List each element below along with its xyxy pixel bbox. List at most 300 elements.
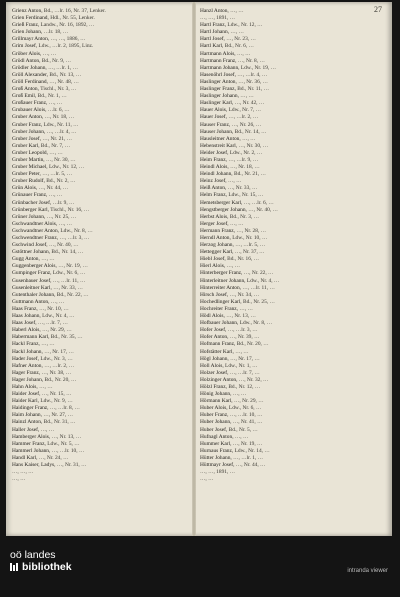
directory-entry	[200, 200, 384, 207]
entry-details: …, Nr. 13, …	[51, 433, 82, 440]
directory-entry	[12, 200, 190, 207]
entry-name: Hurnaus Franz,	[200, 447, 234, 454]
entry-name: Huber Franz,	[200, 412, 229, 419]
directory-entry	[12, 377, 190, 384]
entry-name: Guggenberger Alois,	[12, 263, 57, 270]
entry-name: Hönig Johann,	[200, 391, 232, 398]
directory-entry	[12, 327, 190, 334]
directory-entry	[12, 434, 190, 441]
entry-name: Gröber Alois,	[12, 50, 42, 57]
entry-name: Haas Franz,	[12, 305, 38, 312]
directory-entry	[12, 263, 190, 270]
entry-details: …, Nr. 30, …	[46, 156, 76, 163]
entry-name: Hinterberger Franz,	[200, 270, 243, 277]
entry-name: Grien Johann,	[12, 29, 43, 36]
entry-details: Bd., Nr. 11, …	[237, 86, 269, 93]
entry-details: …, …lr. 4, …	[46, 128, 77, 135]
entry-details: Bd., Nr. 13, …	[49, 71, 82, 78]
entry-name: Hartmann Franz,	[200, 57, 237, 64]
entry-name: Gusenbauer Josef,	[12, 277, 52, 284]
entry-name: Grüner Johann,	[12, 213, 46, 220]
directory-entry	[200, 65, 384, 72]
entry-name: Hörmann Karl,	[200, 398, 233, 405]
directory-entry	[12, 349, 190, 356]
entry-name: Hager Franz,	[12, 369, 41, 376]
directory-entry	[12, 334, 190, 341]
directory-entry	[12, 476, 190, 483]
directory-entry	[12, 419, 190, 426]
entry-details: …, Nr. 15, …	[41, 391, 72, 398]
directory-entry	[12, 270, 190, 277]
entry-name: Hofmann Franz,	[200, 341, 236, 348]
directory-entry	[200, 462, 384, 469]
entry-details: Bd., Nr. 14, …	[51, 249, 84, 256]
right-column	[200, 8, 384, 483]
page-gutter	[192, 2, 196, 536]
entry-details: …, …	[40, 426, 55, 433]
entry-name: Grieß Franz,	[12, 22, 40, 29]
library-logo[interactable]	[10, 550, 72, 573]
library-mark-icon	[10, 563, 19, 571]
directory-entry	[12, 469, 190, 476]
entry-details: …, …lr. 10, …	[229, 412, 263, 419]
directory-entry	[12, 114, 190, 121]
entry-details: …, Nr. 22, …	[243, 270, 274, 277]
entry-details: …, …lr. 8, …	[49, 405, 80, 412]
entry-details: …, …	[41, 256, 55, 263]
entry-details: Bd., Nr. 35, …	[50, 334, 83, 341]
directory-entry	[200, 150, 384, 157]
entry-details: …, …	[235, 348, 249, 355]
entry-details: …, Nr. 33, …	[227, 185, 258, 192]
directory-entry	[12, 363, 190, 370]
entry-details: …, Nr. 13, …	[226, 313, 256, 320]
directory-entry	[12, 405, 190, 412]
entry-details: …, Nr. 17, …	[44, 348, 74, 355]
entry-details: …, …	[48, 100, 63, 107]
entry-details: …, …	[48, 192, 63, 199]
directory-entry	[200, 391, 384, 398]
entry-details: …, Nr. 27, …	[43, 412, 73, 419]
directory-entry	[200, 292, 384, 299]
entry-name: Gröll Ferdinand,	[12, 78, 48, 85]
entry-name: Grubauer Alois,	[12, 107, 47, 114]
entry-name: Gutenthaler Johann,	[12, 291, 56, 298]
entry-details: …, …	[232, 391, 247, 398]
directory-entry	[12, 79, 190, 86]
entry-name: Hartl Josef,	[200, 36, 225, 43]
entry-name: Herzog Johann,	[200, 242, 234, 249]
directory-entry	[200, 469, 384, 476]
entry-details: …, Nr. 17, …	[230, 355, 260, 362]
entry-details: …, Nr. 29, …	[234, 398, 264, 405]
directory-entry	[200, 363, 384, 370]
entry-details: …, Nr. 24, …	[38, 454, 69, 461]
entry-details: Ldw., Nr. 6, …	[52, 270, 86, 277]
entry-details: …, Nr. 21, …	[42, 135, 73, 142]
entry-name: Heindl Alois,	[200, 164, 229, 171]
entry-details: Ldw., …lr. 2, 1895, Linz.	[38, 43, 94, 50]
directory-entry	[200, 171, 384, 178]
entry-details: …, …, 1891, …	[200, 15, 236, 22]
directory-entry	[12, 441, 190, 448]
directory-entry	[12, 228, 190, 235]
entry-details: Ldw., Nr. 14, …	[234, 447, 270, 454]
entry-details: Ldw., Nr. 15, …	[228, 192, 264, 199]
entry-details: Ldw., Nr. 7, …	[228, 107, 262, 114]
entry-name: Gusenleitner Karl,	[12, 284, 52, 291]
entry-name: Gruber Josef,	[12, 135, 42, 142]
entry-name: Heindl Johann,	[200, 171, 233, 178]
directory-entry	[12, 8, 190, 15]
entry-details: Ldw., Nr. 12, …	[227, 22, 263, 29]
entry-name: Hinterreiter Anton,	[200, 284, 242, 291]
entry-name: Grim Josef,	[12, 43, 38, 50]
entry-name: Grödler Johann,	[12, 64, 47, 71]
directory-entry	[200, 427, 384, 434]
entry-name: Großauer Franz,	[12, 100, 48, 107]
entry-name: Högl Johann,	[200, 355, 229, 362]
entry-name: Grienz Anton,	[12, 8, 43, 14]
directory-entry	[12, 249, 190, 256]
directory-entry	[200, 235, 384, 242]
entry-name: Hemetsberger Karl,	[200, 199, 243, 206]
entry-name: Gruber Leopold,	[12, 149, 48, 156]
entry-name: Gschwandtner Alois,	[12, 220, 58, 227]
entry-details: …, Nr. 30, …	[238, 142, 269, 149]
entry-name: Gruber Franz,	[12, 121, 43, 128]
logo-line-2: bibliothek	[22, 561, 72, 573]
entry-details: …, Nr. 25, …	[46, 213, 77, 220]
directory-entry	[200, 93, 384, 100]
entry-details: …, …	[234, 433, 249, 440]
directory-entry	[12, 370, 190, 377]
entry-name: Haider Karl,	[12, 398, 39, 405]
directory-entry	[200, 214, 384, 221]
entry-name: Gruber Michael,	[12, 164, 48, 171]
entry-details: …, …lr. 1, …	[233, 454, 264, 461]
entry-details: …, Nr. 34, …	[229, 291, 260, 298]
entry-details: Bd., Nr. 20, …	[44, 376, 77, 383]
entry-name: Hammer Franz,	[12, 440, 46, 447]
directory-entry	[200, 15, 384, 22]
viewer-footer	[0, 536, 400, 597]
directory-entry	[12, 292, 190, 299]
entry-details: …, …lr. 4, …	[237, 71, 268, 78]
directory-entry	[12, 107, 190, 114]
entry-details: …, Nr. 42, …	[234, 100, 265, 107]
directory-entry	[200, 278, 384, 285]
directory-entry	[12, 356, 190, 363]
entry-details: …, Nr. 40, …	[49, 242, 79, 249]
entry-name: Gruber Martin,	[12, 156, 45, 163]
entry-details: Ldw., Nr. 11, …	[43, 121, 79, 128]
directory-entry	[12, 242, 190, 249]
entry-name: Grien Ferdinand,	[12, 15, 49, 22]
directory-entry	[200, 114, 384, 121]
entry-details: Bd., Nr. 20, …	[236, 341, 269, 348]
entry-name: Haslinger Franz,	[200, 86, 236, 93]
directory-entry	[200, 178, 384, 185]
entry-details: …, Nr. 18, …	[44, 114, 75, 121]
directory-entry	[12, 235, 190, 242]
directory-entry	[200, 221, 384, 228]
directory-entry	[12, 136, 190, 143]
directory-entry	[12, 150, 190, 157]
entry-details: …lr. 6, …	[47, 107, 70, 114]
entry-name: Hofer Josef,	[200, 327, 227, 334]
entry-name: Hartl Franz,	[200, 22, 227, 29]
entry-details: …, …	[230, 220, 244, 227]
entry-details: Ldw., Nr. 2, …	[229, 149, 263, 156]
entry-details: …, Nr. 40, …	[248, 206, 278, 213]
directory-entry	[12, 391, 190, 398]
entry-details: Bd., Nr. 25, …	[242, 298, 275, 305]
entry-details: …, Nr. 44, …	[235, 462, 266, 468]
entry-name: Hausleitner Anton,	[200, 135, 241, 142]
entry-name: Grünauer Franz,	[12, 192, 48, 199]
entry-details: …, …lr. 11, …	[242, 284, 275, 291]
entry-details: …, Nr. 33, …	[53, 284, 83, 291]
entry-name: Hafner Anton,	[12, 362, 43, 369]
directory-entry	[200, 434, 384, 441]
entry-name: Gruber Karl,	[12, 142, 40, 149]
directory-entry	[200, 256, 384, 263]
directory-entry	[12, 164, 190, 171]
entry-name: Gschwandtner Anton,	[12, 227, 60, 234]
directory-entry	[12, 192, 190, 199]
entry-details: Ldw., Nr. 3, …	[40, 355, 73, 362]
entry-name: Hiebl Josef,	[200, 256, 226, 263]
entry-name: Herbst Alois,	[200, 213, 229, 220]
directory-entry	[200, 299, 384, 306]
directory-entry	[12, 58, 190, 65]
directory-entry	[12, 129, 190, 136]
entry-name: Hahn Alois,	[12, 383, 38, 390]
entry-details: Bd., Nr. 31, …	[43, 419, 76, 426]
entry-name: Groß Emil,	[12, 93, 37, 100]
directory-entry	[12, 122, 190, 129]
directory-entry	[200, 129, 384, 136]
entry-name: Hummer Karl,	[200, 440, 232, 447]
entry-name: Gruber Johann,	[12, 128, 46, 135]
directory-entry	[200, 405, 384, 412]
directory-entry	[200, 242, 384, 249]
directory-entry	[200, 398, 384, 405]
directory-entry	[200, 43, 384, 50]
directory-entry	[200, 58, 384, 65]
entry-name: Heim Franz,	[200, 156, 227, 163]
directory-entry	[12, 72, 190, 79]
entry-details: Bd., Nr. 7, …	[40, 142, 71, 149]
entry-details: Ldw., Nr. 4, …	[246, 277, 280, 284]
entry-name: Hartl Johann,	[200, 29, 230, 36]
directory-entry	[12, 185, 190, 192]
entry-name: Huber Josef,	[200, 426, 228, 433]
entry-name: Hartmann Alois,	[200, 50, 236, 57]
entry-details: Bd., Nr. 22, …	[56, 291, 89, 298]
entry-name: Heider Josef,	[200, 149, 229, 156]
entry-details: …, …	[12, 476, 26, 483]
directory-entry	[200, 455, 384, 462]
entry-details: …, …lr. 2, …	[228, 114, 259, 121]
directory-entry	[200, 29, 384, 36]
left-column	[12, 8, 190, 483]
directory-entry	[12, 214, 190, 221]
entry-details: Bd., Nr. 16, …	[227, 256, 260, 263]
directory-entry	[12, 29, 190, 36]
entry-details: …, Nr. 32, …	[238, 376, 269, 383]
entry-details: Bd., Nr. 12, …	[228, 383, 261, 390]
entry-name: Hasenöhrl Josef,	[200, 71, 236, 78]
entry-name: Haas Josef,	[12, 320, 37, 327]
directory-entry	[200, 72, 384, 79]
entry-name: Huber Alois,	[200, 405, 228, 412]
entry-name: Grünberger Karl,	[12, 206, 50, 213]
entry-name: Hans Kaiser, Ladys,	[12, 462, 56, 468]
entry-name: Gumpinger Franz,	[12, 270, 52, 277]
entry-name: Hauser Johann,	[200, 128, 234, 135]
entry-name: Handl Karl,	[12, 454, 38, 461]
entry-name: Hütter Johann,	[200, 454, 232, 461]
entry-details: Landw., Nr. 16, 1892, …	[40, 22, 95, 29]
directory-entry	[200, 334, 384, 341]
entry-name: Hanzl Anton,	[200, 8, 229, 14]
entry-details: …, …	[200, 476, 214, 483]
entry-name: Hader Josef,	[12, 355, 39, 362]
entry-name: Gstöttner Johann,	[12, 249, 51, 256]
directory-entry	[200, 320, 384, 327]
entry-name: Haider Josef,	[12, 391, 41, 398]
entry-details: …, …	[42, 50, 57, 57]
directory-entry	[200, 157, 384, 164]
entry-name: Hartl Karl,	[200, 43, 224, 50]
entry-details: Ldw., Nr. 10, …	[232, 235, 268, 241]
directory-entry	[200, 441, 384, 448]
entry-name: Gruber Peter,	[12, 171, 41, 178]
viewer-label[interactable]: intranda viewer	[347, 568, 388, 574]
entry-name: Gschwind Josef,	[12, 242, 48, 249]
directory-entry	[200, 185, 384, 192]
entry-details: …, …lr. 3, …	[227, 327, 258, 334]
logo-line-1: oö landes	[10, 549, 56, 561]
directory-entry	[200, 136, 384, 143]
entry-details: Ldw., Nr. 4, …	[42, 313, 75, 320]
directory-entry	[200, 263, 384, 270]
entry-details: Ldw., Nr. 8, …	[60, 227, 93, 234]
directory-entry	[12, 427, 190, 434]
entry-name: Hauer Josef,	[200, 114, 227, 121]
entry-details: …lr. 18, …	[43, 29, 69, 36]
directory-entry	[200, 313, 384, 320]
entry-details: …, …lr. 5, …	[42, 171, 73, 178]
entry-name: Gschwendtner Franz,	[12, 235, 59, 241]
entry-name: Haslinger Anton,	[200, 78, 237, 85]
directory-entry	[12, 462, 190, 469]
directory-entry	[12, 306, 190, 313]
entry-name: Hufnagl Anton,	[200, 433, 234, 440]
entry-name: Heiß Anton,	[200, 185, 227, 192]
entry-name: Hainzl Anton,	[12, 419, 43, 426]
directory-entry	[12, 398, 190, 405]
entry-details: …, …	[39, 383, 53, 390]
entry-details: …, …	[230, 29, 244, 36]
directory-entry	[200, 412, 384, 419]
entry-details: …, …lr. 6, …	[243, 199, 274, 206]
entry-details: …, Nr. 8, …	[237, 57, 265, 64]
entry-details: …, Nr. 19, …	[58, 263, 88, 270]
entry-name: Grillmayr Anton,	[12, 36, 50, 43]
entry-name: Haller Josef,	[12, 426, 40, 433]
directory-entry	[200, 476, 384, 483]
entry-name: Haim Johann,	[12, 412, 42, 419]
entry-details: …, …	[50, 298, 65, 305]
entry-details: …, Nr. 36, …	[238, 78, 268, 85]
entry-name: Gruber Anton,	[12, 114, 44, 121]
entry-details: Bd., Nr. 2, …	[46, 178, 76, 185]
entry-details: …, Nr. 38, …	[41, 369, 72, 376]
entry-details: …, Nr. 26, …	[231, 121, 262, 128]
entry-details: …, Nr. 23, …	[226, 36, 256, 43]
entry-name: Hengstberger Johann,	[200, 206, 247, 213]
entry-name: Hauser Franz,	[200, 121, 231, 128]
entry-details: …, Nr. 19, …	[232, 440, 263, 447]
entry-name: Grünbacher Josef,	[12, 199, 52, 206]
directory-entry	[200, 285, 384, 292]
entry-details: …, …	[239, 305, 253, 312]
directory-entry	[200, 327, 384, 334]
entry-details: …, Nr. 18, …	[230, 164, 260, 171]
entry-details: Ldw., Nr. 6, …	[228, 405, 262, 412]
entry-details: Bd., Nr. 6, …	[224, 43, 254, 50]
entry-details: …, …	[228, 178, 242, 185]
entry-name: Hauer Alois,	[200, 107, 228, 114]
entry-name: Grödl Anton,	[12, 57, 41, 64]
entry-details: Ldw., Nr. 1, …	[225, 362, 258, 369]
directory-entry	[200, 207, 384, 214]
directory-entry	[12, 448, 190, 455]
entry-name: Hofer Anton,	[200, 334, 229, 341]
entry-details: Hdl., Nr. 55, Lenker.	[50, 15, 95, 22]
directory-entry	[200, 356, 384, 363]
directory-entry	[200, 384, 384, 391]
page-number: 27	[374, 5, 382, 14]
directory-entry	[12, 157, 190, 164]
entry-name: Hierl Alois,	[200, 263, 226, 270]
entry-name: Hammerl Johann,	[12, 447, 51, 454]
entry-details: …, …, 1886, …	[50, 36, 86, 43]
entry-details: Bd., Nr. 1, …	[37, 93, 67, 100]
entry-name: Gugg Anton,	[12, 256, 40, 263]
directory-entry	[12, 22, 190, 29]
directory-entry	[200, 8, 384, 15]
directory-entry	[200, 228, 384, 235]
entry-details: …, Nr. 28, …	[236, 227, 267, 234]
entry-details: …, …, 1891, …	[200, 469, 236, 476]
entry-details: …lr. 9, …	[52, 199, 75, 206]
entry-name: Hofstätter Karl,	[200, 348, 234, 355]
directory-entry	[200, 341, 384, 348]
directory-entry	[12, 178, 190, 185]
directory-entry	[200, 22, 384, 29]
entry-details: …, …, …	[12, 469, 34, 476]
scanned-page	[6, 2, 392, 536]
entry-name: Holl Alois,	[200, 362, 224, 369]
directory-entry	[12, 51, 190, 58]
entry-name: Hödl Alois,	[200, 313, 225, 320]
directory-entry	[12, 299, 190, 306]
directory-entry	[200, 164, 384, 171]
